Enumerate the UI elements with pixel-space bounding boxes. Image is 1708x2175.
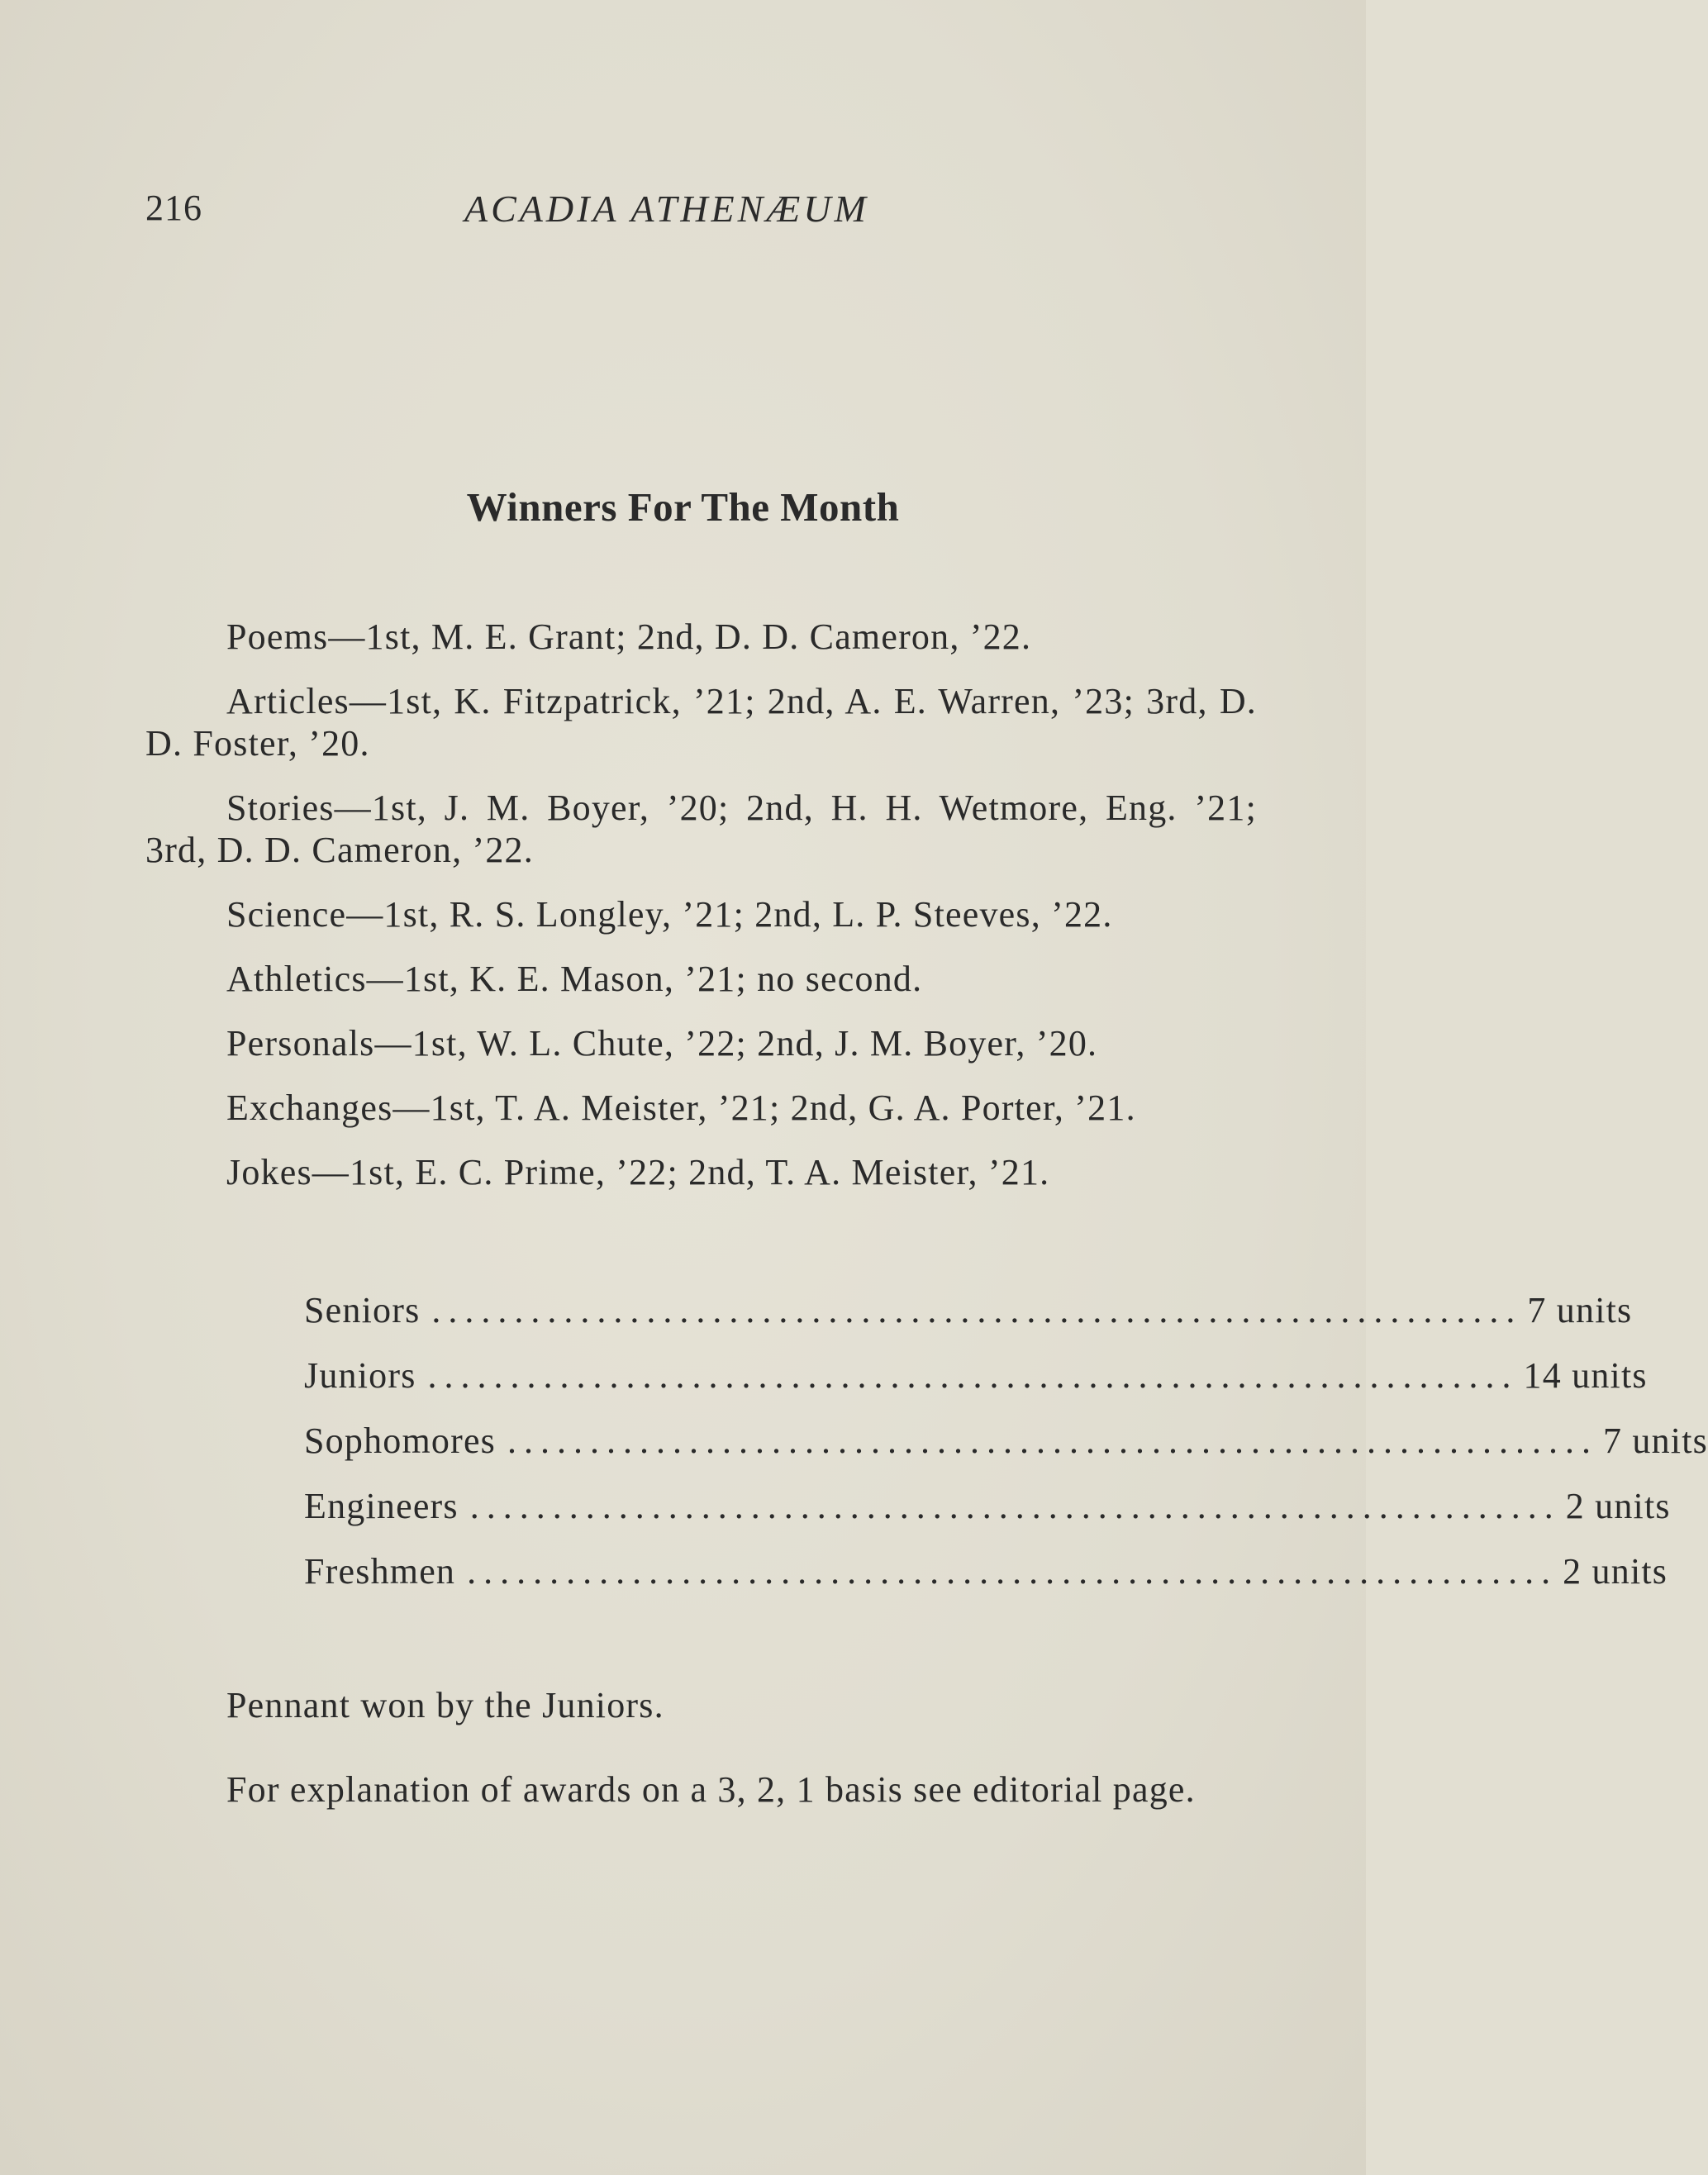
standing-row [304, 1420, 1708, 1485]
explanation-note: For explanation of awards on a 3, 2, 1 basis see editorial page. [226, 1769, 1196, 1810]
class-units: 2 units [1563, 1551, 1668, 1592]
entry-science: Science—1st, R. S. Longley, ’21; 2nd, L. P. Steeves, ’22. [226, 894, 1113, 935]
class-name: Engineers [304, 1486, 459, 1526]
dot-leader: .................................................................. [507, 1421, 1598, 1461]
class-units: 14 units [1523, 1355, 1648, 1396]
entry-stories: Stories—1st, J. M. Boyer, ’20; 2nd, H. H. Wetmore, Eng. ’21; 3rd, D. D. Cameron, ’22. [145, 788, 1257, 870]
page-header [0, 187, 1366, 236]
class-name: Sophomores [304, 1421, 496, 1461]
class-units: 2 units [1565, 1486, 1671, 1526]
standing-row [304, 1550, 1668, 1616]
class-standings [304, 1289, 1708, 1616]
page-number: 216 [145, 188, 202, 228]
class-name: Juniors [304, 1355, 416, 1396]
entry-poems: Poems—1st, M. E. Grant; 2nd, D. D. Cameron, ’22. [226, 616, 1032, 657]
class-units: 7 units [1527, 1290, 1633, 1330]
pennant-note: Pennant won by the Juniors. [226, 1685, 664, 1725]
winners-list [145, 616, 1257, 1216]
class-name: Freshmen [304, 1551, 456, 1592]
entry-articles: Articles—1st, K. Fitzpatrick, ’21; 2nd, A. E. Warren, ’23; 3rd, D. D. Foster, ’20. [145, 681, 1257, 764]
running-title: ACADIA ATHENÆUM [464, 188, 869, 230]
dot-leader: .................................................................. [469, 1486, 1561, 1526]
entry-exchanges: Exchanges—1st, T. A. Meister, ’21; 2nd, G. A. Porter, ’21. [226, 1088, 1136, 1128]
standing-row [304, 1354, 1648, 1420]
dot-leader: .................................................................. [427, 1355, 1519, 1396]
dot-leader: .................................................................. [467, 1551, 1558, 1592]
dot-leader: .................................................................. [431, 1290, 1523, 1330]
class-name: Seniors [304, 1290, 421, 1330]
standing-row [304, 1289, 1633, 1354]
entry-jokes: Jokes—1st, E. C. Prime, ’22; 2nd, T. A. Meister, ’21. [226, 1152, 1050, 1192]
entry-athletics: Athletics—1st, K. E. Mason, ’21; no second. [226, 959, 923, 999]
class-units: 7 units [1603, 1421, 1708, 1461]
standing-row [304, 1485, 1671, 1550]
section-title: Winners For The Month [466, 484, 900, 530]
entry-personals: Personals—1st, W. L. Chute, ’22; 2nd, J. M. Boyer, ’20. [226, 1023, 1098, 1064]
